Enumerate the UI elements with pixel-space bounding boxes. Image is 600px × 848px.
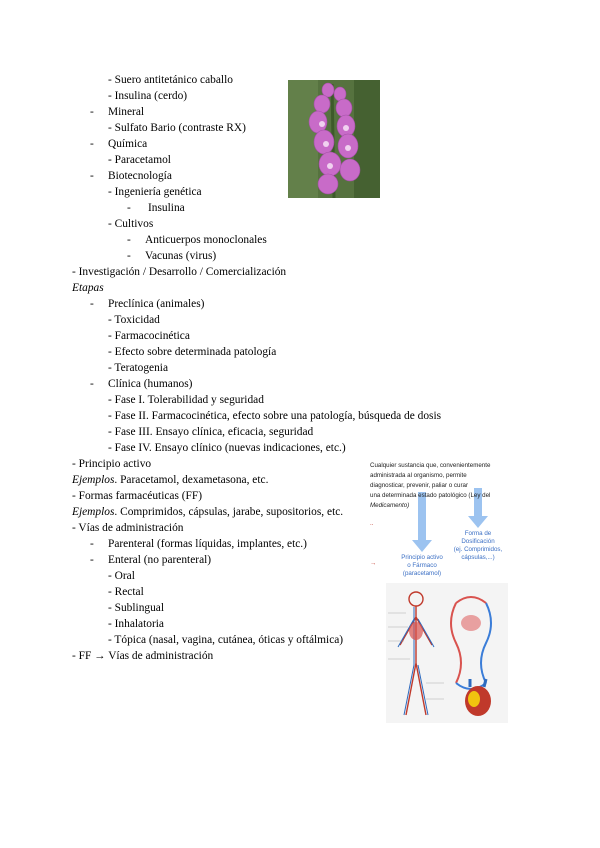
section-label: Etapas	[72, 282, 104, 294]
examples-text: . Paracetamol, dexametasona, etc.	[114, 474, 269, 486]
text-line: - Teratogenia	[108, 362, 169, 374]
bullet-dash: -	[90, 298, 94, 310]
red-arrow-icon: →	[370, 560, 377, 567]
active-ingredient-label: (paracetamol)	[402, 570, 442, 577]
bullet-dash: -	[90, 538, 94, 550]
examples-label: Ejemplos	[72, 506, 115, 518]
text-line: - Suero antitetánico caballo	[108, 74, 233, 86]
text-line: - Ingeniería genética	[108, 186, 202, 198]
text-line: - FF → Vías de administración	[72, 650, 214, 662]
definition-text: una determinada estado patológico (Ley del	[370, 492, 491, 499]
text-line: - Tópica (nasal, vagina, cutánea, óticas y oftálmica)	[108, 634, 344, 646]
dosage-form-label: cápsulas,...)	[461, 554, 495, 561]
examples-label: Ejemplos	[72, 474, 115, 486]
definition-text: diagnosticar, prevenir, paliar o curar	[370, 482, 469, 489]
definition-text: administrada al organismo, permite	[370, 472, 467, 479]
bullet-dash: -	[127, 202, 131, 214]
text-line: Química	[108, 138, 148, 150]
text-line: - Fase IV. Ensayo clínico (nuevas indicaciones, etc.)	[108, 442, 346, 454]
text-line: - Insulina (cerdo)	[108, 90, 188, 102]
text-line: - Formas farmacéuticas (FF)	[72, 490, 203, 502]
text-line: - Oral	[108, 570, 135, 582]
drug-definition-diagram	[370, 460, 510, 582]
red-mark-icon: ..	[370, 520, 374, 527]
text-line: - Fase I. Tolerabilidad y seguridad	[108, 394, 264, 406]
text-line: Preclínica (animales)	[108, 298, 205, 310]
active-ingredient-label: o Fármaco	[407, 562, 437, 569]
text-line: - Sublingual	[108, 602, 165, 614]
definition-text: Medicamento)	[370, 502, 410, 509]
active-ingredient-label: Principio activo	[401, 554, 443, 561]
text-line: - Investigación / Desarrollo / Comercialización	[72, 266, 287, 278]
examples-text: . Comprimidos, cápsulas, jarabe, supositorios, etc.	[114, 506, 344, 518]
text-line: - Fase II. Farmacocinética, efecto sobre una patología, búsqueda de dosis	[108, 410, 442, 422]
text-line: - Farmacocinética	[108, 330, 190, 342]
dosage-form-label: Forma de	[464, 530, 492, 537]
examples-line	[72, 504, 343, 520]
text-line: - Cultivos	[108, 218, 154, 230]
text-line: - Efecto sobre determinada patología	[108, 346, 277, 358]
text-line: Mineral	[108, 106, 145, 118]
bullet-dash: -	[90, 378, 94, 390]
bullet-dash: -	[127, 250, 131, 262]
text-line: Enteral (no parenteral)	[108, 554, 212, 566]
foxglove-photo	[288, 80, 380, 198]
bullet-dash: -	[90, 106, 94, 118]
text-line: - Principio activo	[72, 458, 152, 470]
text-line: Anticuerpos monoclonales	[145, 234, 267, 246]
anatomy-illustration	[386, 583, 508, 723]
text-line: - Toxicidad	[108, 314, 160, 326]
bullet-dash: -	[90, 138, 94, 150]
bullet-dash: -	[127, 234, 131, 246]
dosage-form-label: Dosificación	[461, 538, 495, 545]
text-line: Biotecnología	[108, 170, 172, 182]
examples-line	[72, 472, 268, 488]
text-line: - Vías de administración	[72, 522, 184, 534]
dosage-form-label: (ej. Comprimidos,	[453, 546, 503, 553]
text-line: Clínica (humanos)	[108, 378, 193, 390]
text-line: - Paracetamol	[108, 154, 171, 166]
text-line: - Rectal	[108, 586, 144, 598]
bullet-dash: -	[90, 170, 94, 182]
bullet-dash: -	[90, 554, 94, 566]
text-line: Parenteral (formas líquidas, implantes, etc.)	[108, 538, 307, 550]
text-line: Insulina	[148, 202, 185, 214]
text-line: - Inhalatoria	[108, 618, 164, 630]
definition-text: Cualquier sustancia que, convenientemente	[370, 462, 491, 469]
text-line: - Fase III. Ensayo clínica, eficacia, seguridad	[108, 426, 314, 438]
text-line: Vacunas (virus)	[145, 250, 217, 262]
text-line: - Sulfato Bario (contraste RX)	[108, 122, 246, 134]
